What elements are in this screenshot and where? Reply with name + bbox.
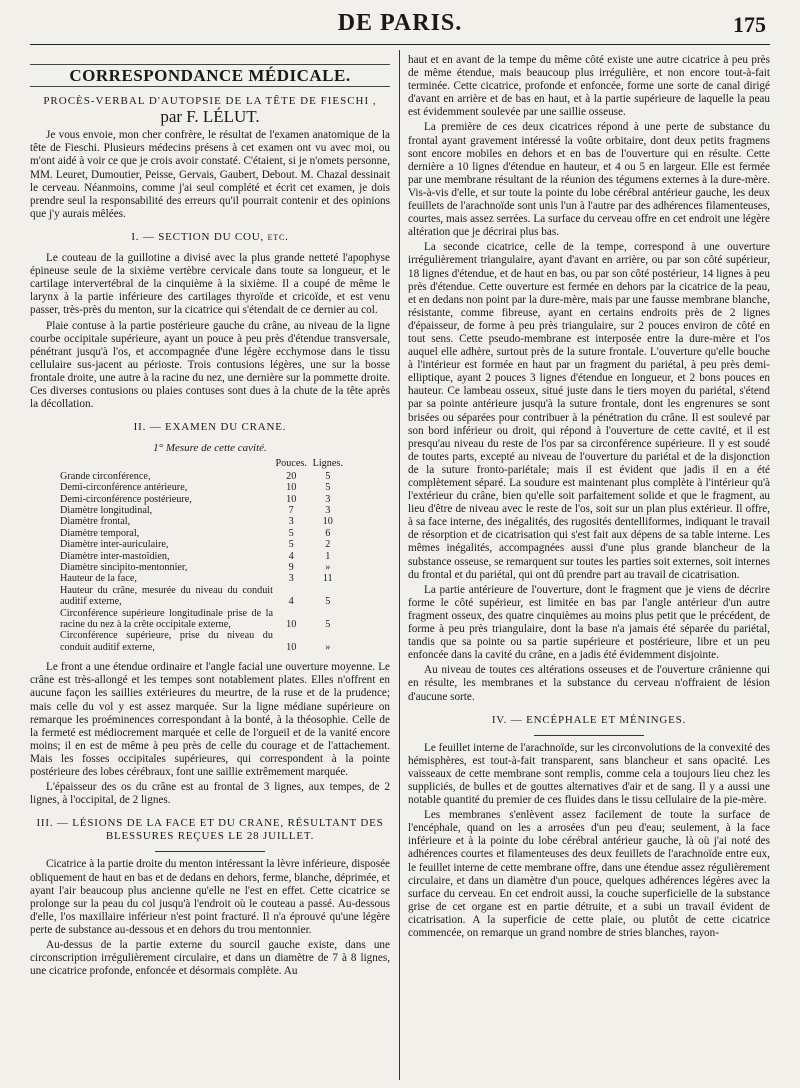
paragraph: L'épaisseur des os du crâne est au frontal de 3 lignes, aux tempes, de 2 lignes, à l'occipital, de 2 lignes. [30,781,390,807]
table-row [60,471,346,482]
measure-pouces: 7 [288,504,294,516]
measure-label: Diamètre longitudinal, [60,504,153,516]
paragraph: Les membranes s'enlèvent assez facilement de toute la surface de l'encéphale, quand on les a arrosées d'un peu d'eau; seulement, à la face inférieure et à la pointe du lobe cérébral antérieur gauche, là où j'ai noté des adhérences courtes et filamenteuses des deux feuillets de l'arachnoïde entre eux, le feuillet interne de cette membrane offre, dans une étendue assez régulièrement circulaire, et dans un diamètre d'un pouce, quelques adhérences légères avec la surface du cerveau. En cet endroit aussi, la couche superficielle de la substance grise de cet organe est en partie détruite, et a subi un travail évident de cicatrisation. A la superficie de cette plaie, ou plutôt de cette cicatrice commencée, on remarque un grand nombre de stries blanches, rayon- [408,809,770,939]
table-row [60,494,346,505]
measure-pouces: 3 [288,516,294,528]
subheading-lesions: III. — LÉSIONS DE LA FACE ET DU CRANE, RÉSULTANT DES BLESSURES REÇUES LE 28 JUILLET. [36,817,384,843]
column-header-pouces: Pouces. [275,458,307,470]
table-row [60,539,346,550]
table-row [60,630,346,653]
measure-label: Hauteur du crâne, mesurée du niveau du conduit auditif externe, [60,584,273,608]
measure-lignes: 5 [325,482,331,494]
measure-pouces: 5 [288,527,294,539]
table-row [60,573,346,584]
table-row [60,585,346,608]
measure-label: Diamètre temporal, [60,527,140,539]
measure-lignes: 5 [325,470,331,482]
measure-label: Circonférence supérieure, prise du niveau du conduit auditif externe, [60,630,273,653]
measure-pouces: 20 [286,470,297,482]
measure-pouces: 10 [286,493,297,505]
table-row [60,528,346,539]
measurements-table [60,457,346,653]
measure-lignes: 11 [322,573,333,585]
table-row [60,551,346,562]
measure-lignes: 3 [325,493,331,505]
measure-lignes: 6 [325,527,331,539]
paragraph: Plaie contuse à la partie postérieure gauche du crâne, au niveau de la ligne courbe occipitale supérieure, ayant un pouce à peu près d'étendue transversale, pénétrant jusqu'à l'os, et accompagnée d'une légère ecchymose dans le tissu cellulaire sus-jacent au périoste. Trois contusions légères, une sur la bosse frontale droite, une autre à la racine du nez, une dernière sur la pommette droite. Ces diverses contusions ou plaies contuses sont dues à la chute de la tête après la décollation. [30,319,390,411]
measure-label: Diamètre inter-mastoïdien, [60,550,170,562]
right-column [408,54,770,942]
paragraph: La première de ces deux cicatrices répond à une perte de substance du frontal ayant gravement intéressé la voûte orbitaire, dont deux petits fragmens sont encore mobiles en dehors et en bas de l'ouverture qui en résulte. Cette dernière a 10 lignes d'étendue en hauteur, et 4 ou 5 en largeur. Elle est fermée par une membrane résultant de la réunion des tégumens externes à la dure-mère. Vis-à-vis d'elle, et sur toute la pointe du lobe cérébral antérieur gauche, les deux feuillets de l'arachnoïde sont unis l'un à l'autre par des adhérences filamenteuses, courtes, mais assez serrées. La surface du cerveau offre en cet endroit une légère altération que je décrirai plus bas. [408,121,770,239]
measure-pouces: 10 [286,619,297,631]
subheading-encephale: IV. — ENCÉPHALE ET MÉNINGES. [491,713,687,726]
paragraph: Au niveau de toutes ces altérations osseuses et de l'ouverture crânienne qui en résulte, les membranes et la substance du cerveau n'offraient de lésion d'aucune sorte. [408,664,770,703]
measure-label: Hauteur de la face, [60,573,137,585]
measure-lignes: » [325,641,331,653]
article-author: par F. LÉLUT. [160,107,260,127]
table-row [60,608,346,631]
paragraph: Le feuillet interne de l'arachnoïde, sur les circonvolutions de la convexité des hémisphères, est tout-à-fait transparent, sans blancheur et sans opacité. Les vaisseaux de cette membrane sont remplis, comme cela a toujours lieu chez les suppliciés, de bulles et de gouttes alternatives d'air et de sang. Il y a aussi une notable quantité du premier de ces fluides dans le tissu cellulaire de la pie-mère. [408,741,770,807]
page-number: 175 [733,12,766,37]
table-row [60,505,346,516]
measure-lignes: » [325,562,331,573]
measure-lignes: 1 [325,550,331,562]
table-row [60,562,346,573]
measure-label: Diamètre frontal, [60,516,131,528]
measure-lignes: 3 [325,504,331,516]
column-header-lignes: Lignes. [312,458,343,470]
measure-label: Grande circonférence, [60,470,151,482]
measure-pouces: 5 [288,539,294,551]
measure-label: Circonférence supérieure longitudinale prise de la racine du nez à la crête occipitale externe, [60,607,273,631]
measure-pouces: 4 [288,596,294,608]
measure-pouces: 10 [286,641,297,653]
table-row [60,516,346,527]
subheading-examen-du-crane: II. — EXAMEN DU CRANE. [133,421,287,434]
divider [534,735,644,736]
measure-lignes: 5 [325,596,331,608]
measure-lignes: 10 [322,516,333,528]
measure-pouces: 3 [288,573,294,585]
measure-pouces: 4 [288,550,294,562]
column-divider [399,50,400,1080]
table-caption: 1° Mesure de cette cavité. [153,442,267,455]
left-column [30,54,390,980]
page-header [30,8,770,45]
divider [155,851,265,852]
paragraph: Le couteau de la guillotine a divisé avec la plus grande netteté l'apophyse épineuse seule de la sixième vertèbre cervicale dans toute sa longueur, et le cartilage intervertébral de la cinquième à la sixième. Il a coupé de même le larynx à la partie inférieure des cartilages thyroïde et cricoïde, et est venu passer, très-près du menton, sur la cicatrice qui s'étendait de ce dernier au col. [30,252,390,317]
paragraph: Au-dessus de la partie externe du sourcil gauche existe, dans une circonscription irrégulièrement circulaire, et dans un diamètre de 7 à 8 lignes, une cicatrice profonde, enfoncée et désormais complète. Au [30,939,390,978]
measure-lignes: 5 [325,619,331,631]
paragraph: Le front a une étendue ordinaire et l'angle facial une ouverture moyenne. Le crâne est très-allongé et les tempes sont notablement plates. Elles n'offrent en aucune façon les saillies extérieures du meurtre, de la ruse et de la prudence; mais celle du vol y est assez marquée. Sur la ligne médiane supérieure on remarque les proéminences correspondant à la bonté, à la théosophie. Celle de la fermeté est médiocrement marquée et celle de l'orgueil et de la vanité encore moins; il en est de même à peu près de celle du courage et de l'attachement. Mais les fosses occipitales supérieures, qui correspondent à la pointe postérieure des lobes cérébraux, font une saillie extrêmement marquée. [30,661,390,778]
paragraph: haut et en avant de la tempe du même côté existe une autre cicatrice à peu près de même étendue, mais beaucoup plus irrégulière, et non encore tout-à-fait terminée. Cette cicatrice, profonde et enfoncée, forme une sorte de canal dirigé d'avant en arrière et de bas en haut, et à la partie supérieure de laquelle la peau est évidemment soulevée par une saillie osseuse. [408,54,770,119]
measure-label: Diamètre inter-auriculaire, [60,539,169,551]
table-row [60,482,346,493]
paragraph: La partie antérieure de l'ouverture, dont le fragment que je viens de décrire forme le côté supérieur, est limitée en bas par l'angle antérieur d'un autre fragment osseux, des quatre cinquièmes au moins plus petit que le précédent, de forme à peu près triangulaire, dont la base n'a jamais été séparée du pariétal, tandis que sa pointe ou sa partie supérieure et postérieure, libre et un peu enfoncée dans la cavité du crâne, en a jadis été évidemment disjointe. [408,583,770,662]
subheading-section-du-cou: I. — SECTION DU COU, etc. [131,230,289,243]
measure-label: Diamètre sincipito-mentonnier, [60,562,188,573]
measure-lignes: 2 [325,539,331,551]
paragraph: Cicatrice à la partie droite du menton intéressant la lèvre inférieure, disposée obliquement de haut en bas et de dedans en dehors, ferme, blanche, déprimée, et ayant l'air beaucoup plus ancienne qu'elle ne l'est en effet. Cette cicatrice se prolonge sur la peau du col jusqu'à l'endroit où le couteau a passé. Au-dessous d'elle, l'os maxillaire inférieur n'est point fracturé. Il n'a éprouvé qu'une légère perte de substance au-dessous et en dehors du trou mentonnier. [30,858,390,936]
measure-label: Demi-circonférence antérieure, [60,482,188,494]
measure-label: Demi-circonférence postérieure, [60,493,192,505]
intro-paragraph: Je vous envoie, mon cher confrère, le résultat de l'examen anatomique de la tête de Fieschi. Plusieurs médecins présens à cet examen ont vu avec moi, ou m'ont aidé à voir ce que je crois avoir constaté. C'étaient, si je n'omets personne, MM. Leuret, Dumoutier, Peisse, Gervais, Gaubert, Debout. M. Chazal dessinait le cerveau. Néanmoins, comme j'ai seul complété et écrit cet examen, je dois prendre seul la responsabilité des erreurs qu'il pourrait contenir et des opinions que j'y aurais mêlées. [30,129,390,220]
running-title: DE PARIS. [337,10,463,36]
section-title: CORRESPONDANCE MÉDICALE. [30,64,390,87]
measure-pouces: 9 [288,562,294,573]
article-title: PROCÈS-VERBAL D'AUTOPSIE DE LA TÊTE DE FIESCHI , [43,95,377,108]
measure-pouces: 10 [286,482,297,494]
paragraph: La seconde cicatrice, celle de la tempe, correspond à une ouverture irrégulièrement triangulaire, ayant d'avant en arrière, ou par son côté supérieur, 18 lignes d'étendue, et de haut en bas, ou par son côté postérieur, 14 lignes à peu près d'étendue. Cette ouverture est fermée en dehors par la cicatrice de la peau, et en dedans non point par la dure-mère, mais par une fausse membrane blanche, résistante, comme fibreuse, ayant en certains endroits près de 2 lignes d'épaisseur, de forme à peu près triangulaire, sur 2 pouces environ de côté en tout sens. Cette pseudo-membrane est interposée entre la dure-mère et l'os auquel elle adhère, surtout près de la suture frontale. L'ouverture qu'elle bouche à l'intérieur est formée en haut par un fragment du pariétal, à peu près demi-elliptique, ayant 2 pouces 3 lignes d'étendue en longueur, et 2 bons pouces en hauteur. Ce lambeau osseux, situé juste dans le tiers moyen du pariétal, s'étend par sa pointe antérieure jusqu'à la suture frontale, dont les engrenures se sont brisées ou séparées pour contribuer à la pénétration du crâne. Il est soulevé par son bord inférieur ou droit, qui répond à l'ouverture de cette cavité, et il est presqu'au niveau du reste de l'os par sa circonférence supérieure. Il y est soudé de toutes parts, excepté au niveau de l'ouverture du pariétal et de la disjonction de la suture fronto-pariétale; mais il est évident que jadis il en a été complètement séparé. La soudure est maintenant plus complète à l'intérieur qu'à l'extérieur du crâne, bien qu'elle soit parfaitement solide et que le fragment, au lieu d'être de niveau avec le reste de l'os, soit sur un plan plus extérieur. Il offre, à sa face interne, des inégalités, des rugosités dentelliformes, indiquant le travail de résorption et de cicatrisation qui s'est fait aux dépens de sa table interne. Les mêmes inégalités, accompagnées aussi d'une plus grande blancheur de la substance osseuse, se remarquent sur toutes les parties soit externes, soit internes du frontal et du pariétal, qui ont dû prendre part au travail de cicatrisation. [408,241,770,581]
